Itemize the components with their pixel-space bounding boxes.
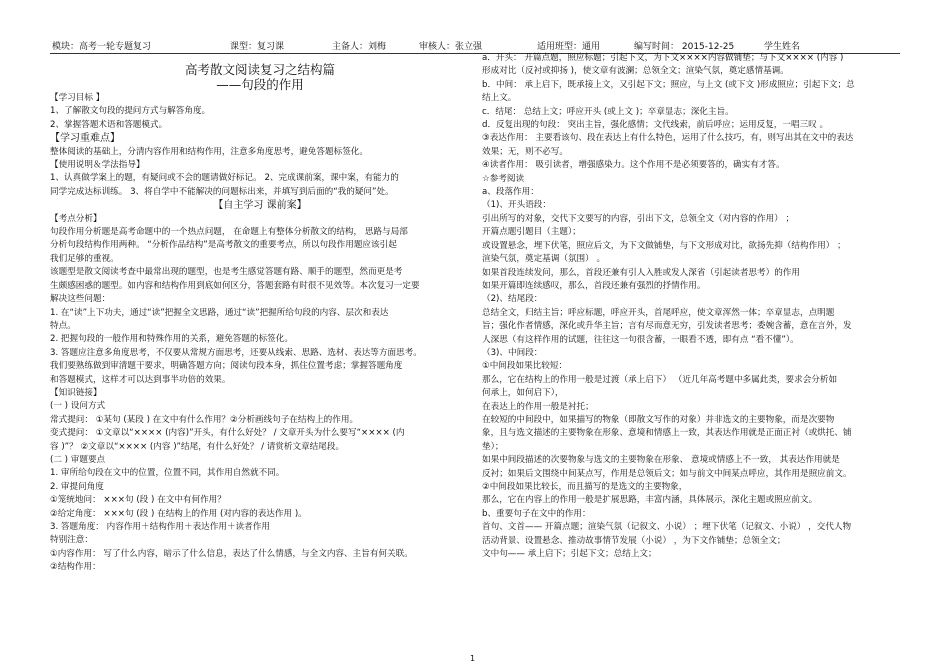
section-heading: 【使用说明＆学法指导】 (50, 160, 145, 171)
header-date: 编写时间： 2015-12-25 (634, 42, 735, 52)
text-line: 文中句—— 承上启下；引起下文；总结上文； (482, 549, 657, 560)
text-line: 那么，它在内容上的作用一般是扩展思路，丰富内涵，具体展示，深化主题或照应前文。 (482, 495, 818, 506)
text-line: 在表达上的作用一般是衬托； (482, 401, 594, 412)
text-line: 那么，它在结构上的作用一般是过渡（承上启下） （近几年高考题中多属此类，要求会分析如 (482, 374, 838, 385)
text-line: 我们足够的重视。 (50, 253, 119, 264)
text-line: 如果中间段描述的次要物象与选文的主要物象在形象、 意境或情感上不一致， 其表达作用就是 (482, 455, 840, 466)
text-line: ④读者作用： 吸引读者，增强感染力。这个作用不是必须要答的，确实有才答。 (482, 160, 785, 171)
text-line: 垫）； (482, 441, 504, 452)
text-line: ②中间段如果比较长，而且描写的是选文的主要物象， (482, 482, 688, 492)
text-line: 人深思（有这样作用的试题，往往这一句很含蓄，一眼看不透，即有点 “看不懂”）。 (482, 334, 799, 345)
text-line: d．反复出现的句段： 突出主旨，强化感情；文代线索，前后呼应；运用反复，一唱三叹 。 (482, 120, 829, 131)
page-number: 1 (470, 654, 476, 663)
text-line: 何承上，如何启下）， (482, 388, 564, 399)
text-line: ②给定角度： ×××句 (段 ) 在结构上的作用 (对内容的表达作用 )。 (50, 508, 307, 519)
text-line: 形成对比（反衬或抑扬 )，使文章有波澜；总领全文；渲染气氛，奠定感情基调。 (482, 66, 789, 77)
header-student: 学生姓名 (764, 42, 801, 52)
text-line: 变式提问： ①文章以“×××× (内容)”开头，有什么好处？ / 文章开头为什么要写“×××× (内 (50, 428, 405, 439)
header-lesson-type: 课型：复习课 (230, 42, 285, 52)
text-line: 2. 审提问角度 (50, 481, 104, 492)
header-module: 模块：高考一轮专题复习 (52, 42, 152, 52)
text-line: 如果开篇即连续感叹，那么，首段还兼有强烈的抒情作用。 (482, 280, 706, 291)
text-line: 常式提问： ①某句 (某段 ) 在文中有什么作用？②分析画线句子在结构上的作用。 (50, 414, 359, 425)
text-line: c．结尾： 总结上文；呼应开头 (或上文 )；卒章显志；深化主旨。 (482, 106, 734, 117)
text-line: 效果；无，则不必写。 (482, 146, 568, 157)
text-line: 渲染气氛，奠定基调（氛围） 。 (482, 254, 606, 265)
text-line: 整体阅读的基础上，分清内容作用和结构作用，注意多角度思考，避免答题标签化。 (50, 146, 368, 157)
document-subtitle: ——句段的作用 (216, 77, 304, 92)
text-line: ①笼统地问： ×××句 (段 ) 在文中有何作用？ (50, 495, 226, 506)
header-presenter: 主备人：刘梅 (332, 42, 387, 52)
text-line: 旨；强化作者情感，深化或升华主旨；言有尽而意无穷，引发读者思考；委婉含蓄，意在言外，发 (482, 321, 852, 332)
header-level: 适用班型：通用 (537, 42, 601, 52)
text-line: b、重要句子在文中的作用： (482, 508, 591, 519)
text-line: (一 ) 设问方式 (50, 401, 106, 412)
text-line: 1. 审所给句段在文中的位置，位置不同，其作用自然就不同。 (50, 468, 285, 479)
text-line: 在较短的中间段中，如果描写的物象（即散文写作的对象）并非选文的主要物象，而是次要物 (482, 414, 835, 425)
text-line: （3)、中间段： (482, 347, 543, 358)
section-heading: 【知识链接】 (50, 387, 102, 398)
section-heading: ☆参考阅读 (482, 173, 525, 184)
text-line: ①中间段如果比较短： (482, 361, 568, 372)
text-line: 总结全文，归结主旨；呼应标题，呼应开头，首尾呼应，使文章浑然一体；卒章显志，点明题 (482, 307, 835, 318)
text-line: 如果首段连续发问，那么，首段还兼有引人入胜或发人深省（引起读者思考）的作用 (482, 267, 800, 278)
text-line: ②结构作用： (50, 562, 101, 573)
text-line: 结上文。 (482, 93, 517, 104)
text-line: 解决这些问题： (50, 294, 111, 305)
section-heading: 【自主学习 课前案】 (213, 200, 307, 212)
text-line: 我们要熟练做到审清题干要求，明确答题方向；阅读句段本身，抓住位置考虑；掌握答题角度 (50, 361, 403, 372)
text-line: 分析句段结构作用两种。 “分析作品结构”是高考散文的重要考点，所以句段作用题应该引起 (50, 240, 397, 251)
text-line: 特点。 (50, 320, 76, 331)
document-title: 高考散文阅读复习之结构篇 (184, 62, 335, 77)
text-line: 和答题模式，这样才可以达到事半功倍的效果。 (50, 374, 231, 385)
text-line: 引出所写的对象，交代下文要写的内容，引出下文，总领全文（对内容的作用） ； (482, 213, 795, 224)
section-heading: 【学习目标 】 (50, 93, 105, 103)
text-line: 活动背景、设置悬念、推动故事情节发展（小说） ，为下文作铺垫；总领全文； (482, 535, 786, 546)
text-line: 句段作用分析题是高考命题中的一个热点问题， 在命题上有整体分析散文的结构， 思路与局部 (50, 227, 408, 238)
right-column (482, 52, 902, 561)
text-line: 或设置悬念，埋下伏笔，照应后文，为下文做铺垫，与下文形成对比，欲扬先抑（结构作用） ； (482, 240, 846, 251)
text-line: 容 )”？ ②文章以“×××× (内容 )”结尾，有什么好处？ / 请赏析文章结尾段。 (50, 441, 345, 452)
text-line: 生颇感困惑的题型。如内容和结构作用到底如何区分，答题套路有时很不见效等。本次复习一定要 (50, 280, 420, 291)
text-line: 3. 答题应注意多角度思考，不仅要从常规方面思考，还要从线索、思路、选材、表达等方面思考。 (50, 347, 422, 358)
text-line: 象，且与选文描述的主要物象在形象、意境和情感上一致，其表达作用就是正面正衬（或烘托、铺 (482, 428, 852, 439)
section-heading: 【学习重难点】 (50, 133, 120, 145)
text-line: ③表达作用： 主要看该句、段在表达上有什么特色，运用了什么技巧，有，则写出其在文中的表达 (482, 133, 854, 144)
text-line: ①内容作用： 写了什么内容，暗示了什么信息，表达了什么情感，与全文内容、主旨有何关联。 (50, 548, 413, 559)
text-line: 1、了解散文句段的提问方式与解答角度。 (50, 106, 211, 117)
text-line: (二 ) 审题要点 (50, 454, 106, 465)
text-line: a、段落作用： (482, 187, 539, 198)
text-line: a．开头： 开篇点题，照应标题；引起下文，为下文××××内容做铺垫；与下文×××× (内容 ) (482, 53, 844, 63)
text-line: （2)、结尾段： (482, 294, 543, 305)
text-line: 同学完成达标训练。 3、将自学中不能解决的问题标出来，并填写到后面的“我的疑问”处。 (50, 186, 394, 197)
text-line: 首句、文首—— 开篇点题；渲染气氛（记叙文、小说） ；埋下伏笔（记叙文、小说） ，交代人物 (482, 522, 852, 533)
text-line: 该题型是散文阅读考查中最常出现的题型，也是考生感觉答题有路、顺手的题型，然而更是考 (50, 267, 403, 278)
text-line: 1. 在“读”上下功夫，通过“读”把握全文思路，通过“读”把握所给句段的内容、层次和表达 (50, 307, 389, 318)
text-line: 特别注意： (50, 535, 93, 546)
text-line: 2、掌握答题术语和答题模式。 (50, 119, 168, 130)
text-line: 3. 答题角度： 内容作用＋结构作用＋表达作用＋读者作用 (50, 522, 270, 532)
text-line: 开篇点题引题目（主题）； (482, 227, 581, 238)
section-heading: 【考点分析】 (50, 213, 102, 224)
text-line: 反衬；如果后文围绕中间某点写，作用是总领后文；如与前文中间某点呼应，其作用是照应前文。 (482, 468, 852, 479)
text-line: b．中间： 承上启下，既承接上文，又引起下文；照应，与上文 (或下文 )形成照应；引起下文；总 (482, 79, 855, 90)
header-reviewer: 审核人：张立强 (419, 42, 483, 52)
text-line: 2. 把握句段的一般作用和特殊作用的关系，避免答题的标签化。 (50, 334, 293, 345)
text-line: （1)、开头语段： (482, 200, 551, 211)
left-column (50, 62, 470, 575)
text-line: 1、认真做学案上的题，有疑问或不会的题请做好标记。 2、完成课前案，课中案，有能力的 (50, 173, 399, 184)
